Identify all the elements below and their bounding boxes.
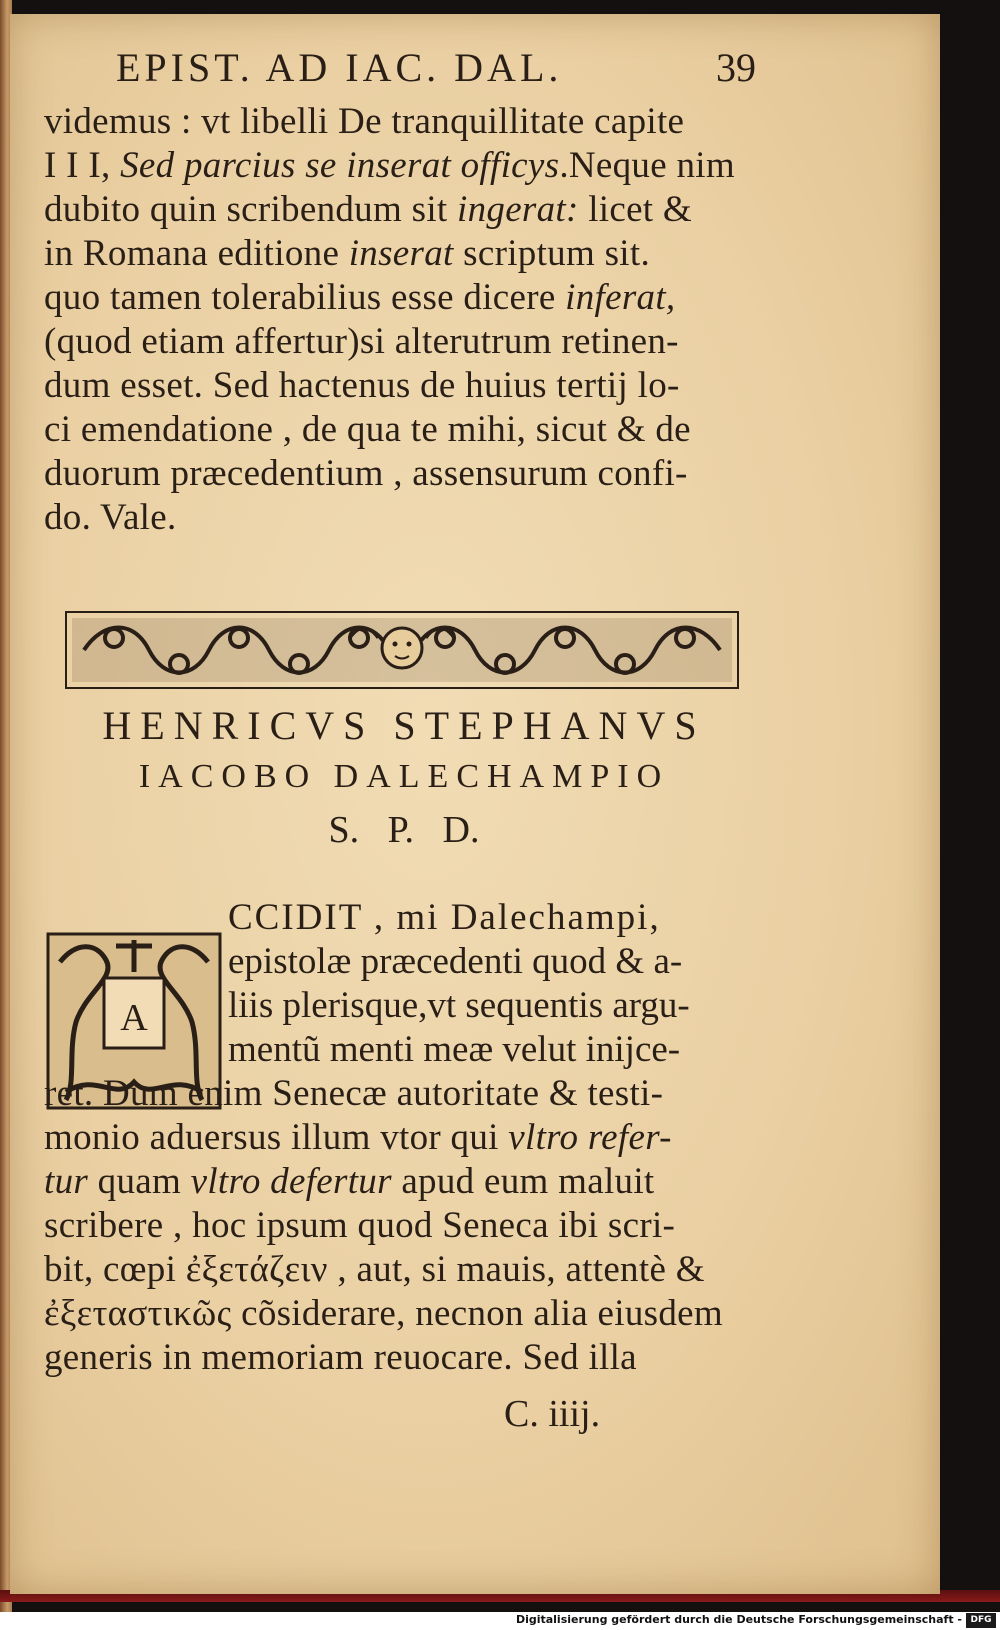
footer-credit: Digitalisierung gefördert durch die Deutsche Forschungsgemeinschaft - xyxy=(515,1613,962,1626)
text-line xyxy=(44,364,764,408)
text-line xyxy=(44,188,764,232)
text-line-beside-initial: mentũ menti meæ velut inijce- xyxy=(228,1029,681,1070)
text-line xyxy=(44,1116,764,1160)
text-run: scribere , hoc ipsum quod Seneca ibi scri- xyxy=(44,1205,676,1246)
italic-run: inferat, xyxy=(565,277,676,318)
text-run: dum esset. Sed hactenus de huius tertij lo- xyxy=(44,365,680,406)
text-line xyxy=(44,1336,764,1380)
text-line xyxy=(44,144,764,188)
letter-heading-salutation: S. P. D. xyxy=(328,809,480,851)
italic-run: vltro defertur xyxy=(190,1161,392,1202)
text-line xyxy=(44,232,764,276)
text-run: duorum præcedentium , assensurum confi- xyxy=(44,453,688,494)
text-line xyxy=(44,1204,764,1248)
page-number: 39 xyxy=(716,45,756,90)
text-line xyxy=(44,320,764,364)
text-run: bit, cœpi ἐξετάζειν , aut, si mauis, attentè & xyxy=(44,1249,705,1290)
text-run: quam xyxy=(88,1161,191,1202)
text-line xyxy=(44,452,764,496)
text-run: do. Vale. xyxy=(44,497,177,538)
text-run: videmus : vt libelli De tranquillitate capite xyxy=(44,101,685,142)
book-page xyxy=(10,14,940,1594)
text-run: licet & xyxy=(578,189,693,230)
text-line-beside-initial: liis plerisque,vt sequentis argu- xyxy=(228,985,690,1026)
text-line xyxy=(44,496,764,540)
text-run: quo tamen tolerabilius esse dicere xyxy=(44,277,566,318)
dfg-logo-icon: DFG xyxy=(966,1613,996,1628)
text-run: ci emendatione , de qua te mihi, sicut & de xyxy=(44,409,691,450)
text-line xyxy=(44,408,764,452)
text-run: apud eum maluit xyxy=(391,1161,655,1202)
ornament-band xyxy=(64,608,740,692)
initial-letter: A xyxy=(120,997,148,1039)
italic-run: vltro refer- xyxy=(508,1117,672,1158)
text-line xyxy=(44,1072,764,1116)
text-line xyxy=(44,100,764,144)
running-head: EPIST. AD IAC. DAL. xyxy=(116,45,563,90)
signature-mark: C. iiij. xyxy=(504,1393,601,1435)
italic-run: tur xyxy=(44,1161,89,1202)
text-line xyxy=(44,1248,764,1292)
italic-run: Sed parcius se inserat officys xyxy=(120,145,560,186)
text-line xyxy=(44,1292,764,1336)
italic-run: inserat xyxy=(348,233,454,274)
text-run: I I I, xyxy=(44,145,121,186)
text-line xyxy=(44,276,764,320)
letter-heading-author: HENRICVS STEPHANVS xyxy=(102,703,706,748)
italic-run: ingerat: xyxy=(457,189,579,230)
text-run: .Neque nim xyxy=(559,145,735,186)
text-run: (quod etiam affertur)si alterutrum retinen- xyxy=(44,321,679,362)
text-run: monio aduersus illum vtor qui xyxy=(44,1117,509,1158)
text-run: generis in memoriam reuocare. Sed illa xyxy=(44,1337,637,1378)
text-run: in Romana editione xyxy=(44,233,349,274)
text-line-beside-initial: CCIDIT , mi Dalechampi, xyxy=(228,897,661,938)
text-run: scriptum sit. xyxy=(453,233,650,274)
letter-heading-recipient: IACOBO DALECHAMPIO xyxy=(138,758,670,795)
text-run: ret. Dum enim Senecæ autoritate & testi- xyxy=(44,1073,664,1114)
text-run: ἐξεταστικῶς cõsiderare, necnon alia eiusdem xyxy=(44,1293,723,1334)
text-run: dubito quin scribendum sit xyxy=(44,189,458,230)
text-line-beside-initial: epistolæ præcedenti quod & a- xyxy=(228,941,683,982)
text-line xyxy=(44,1160,764,1204)
